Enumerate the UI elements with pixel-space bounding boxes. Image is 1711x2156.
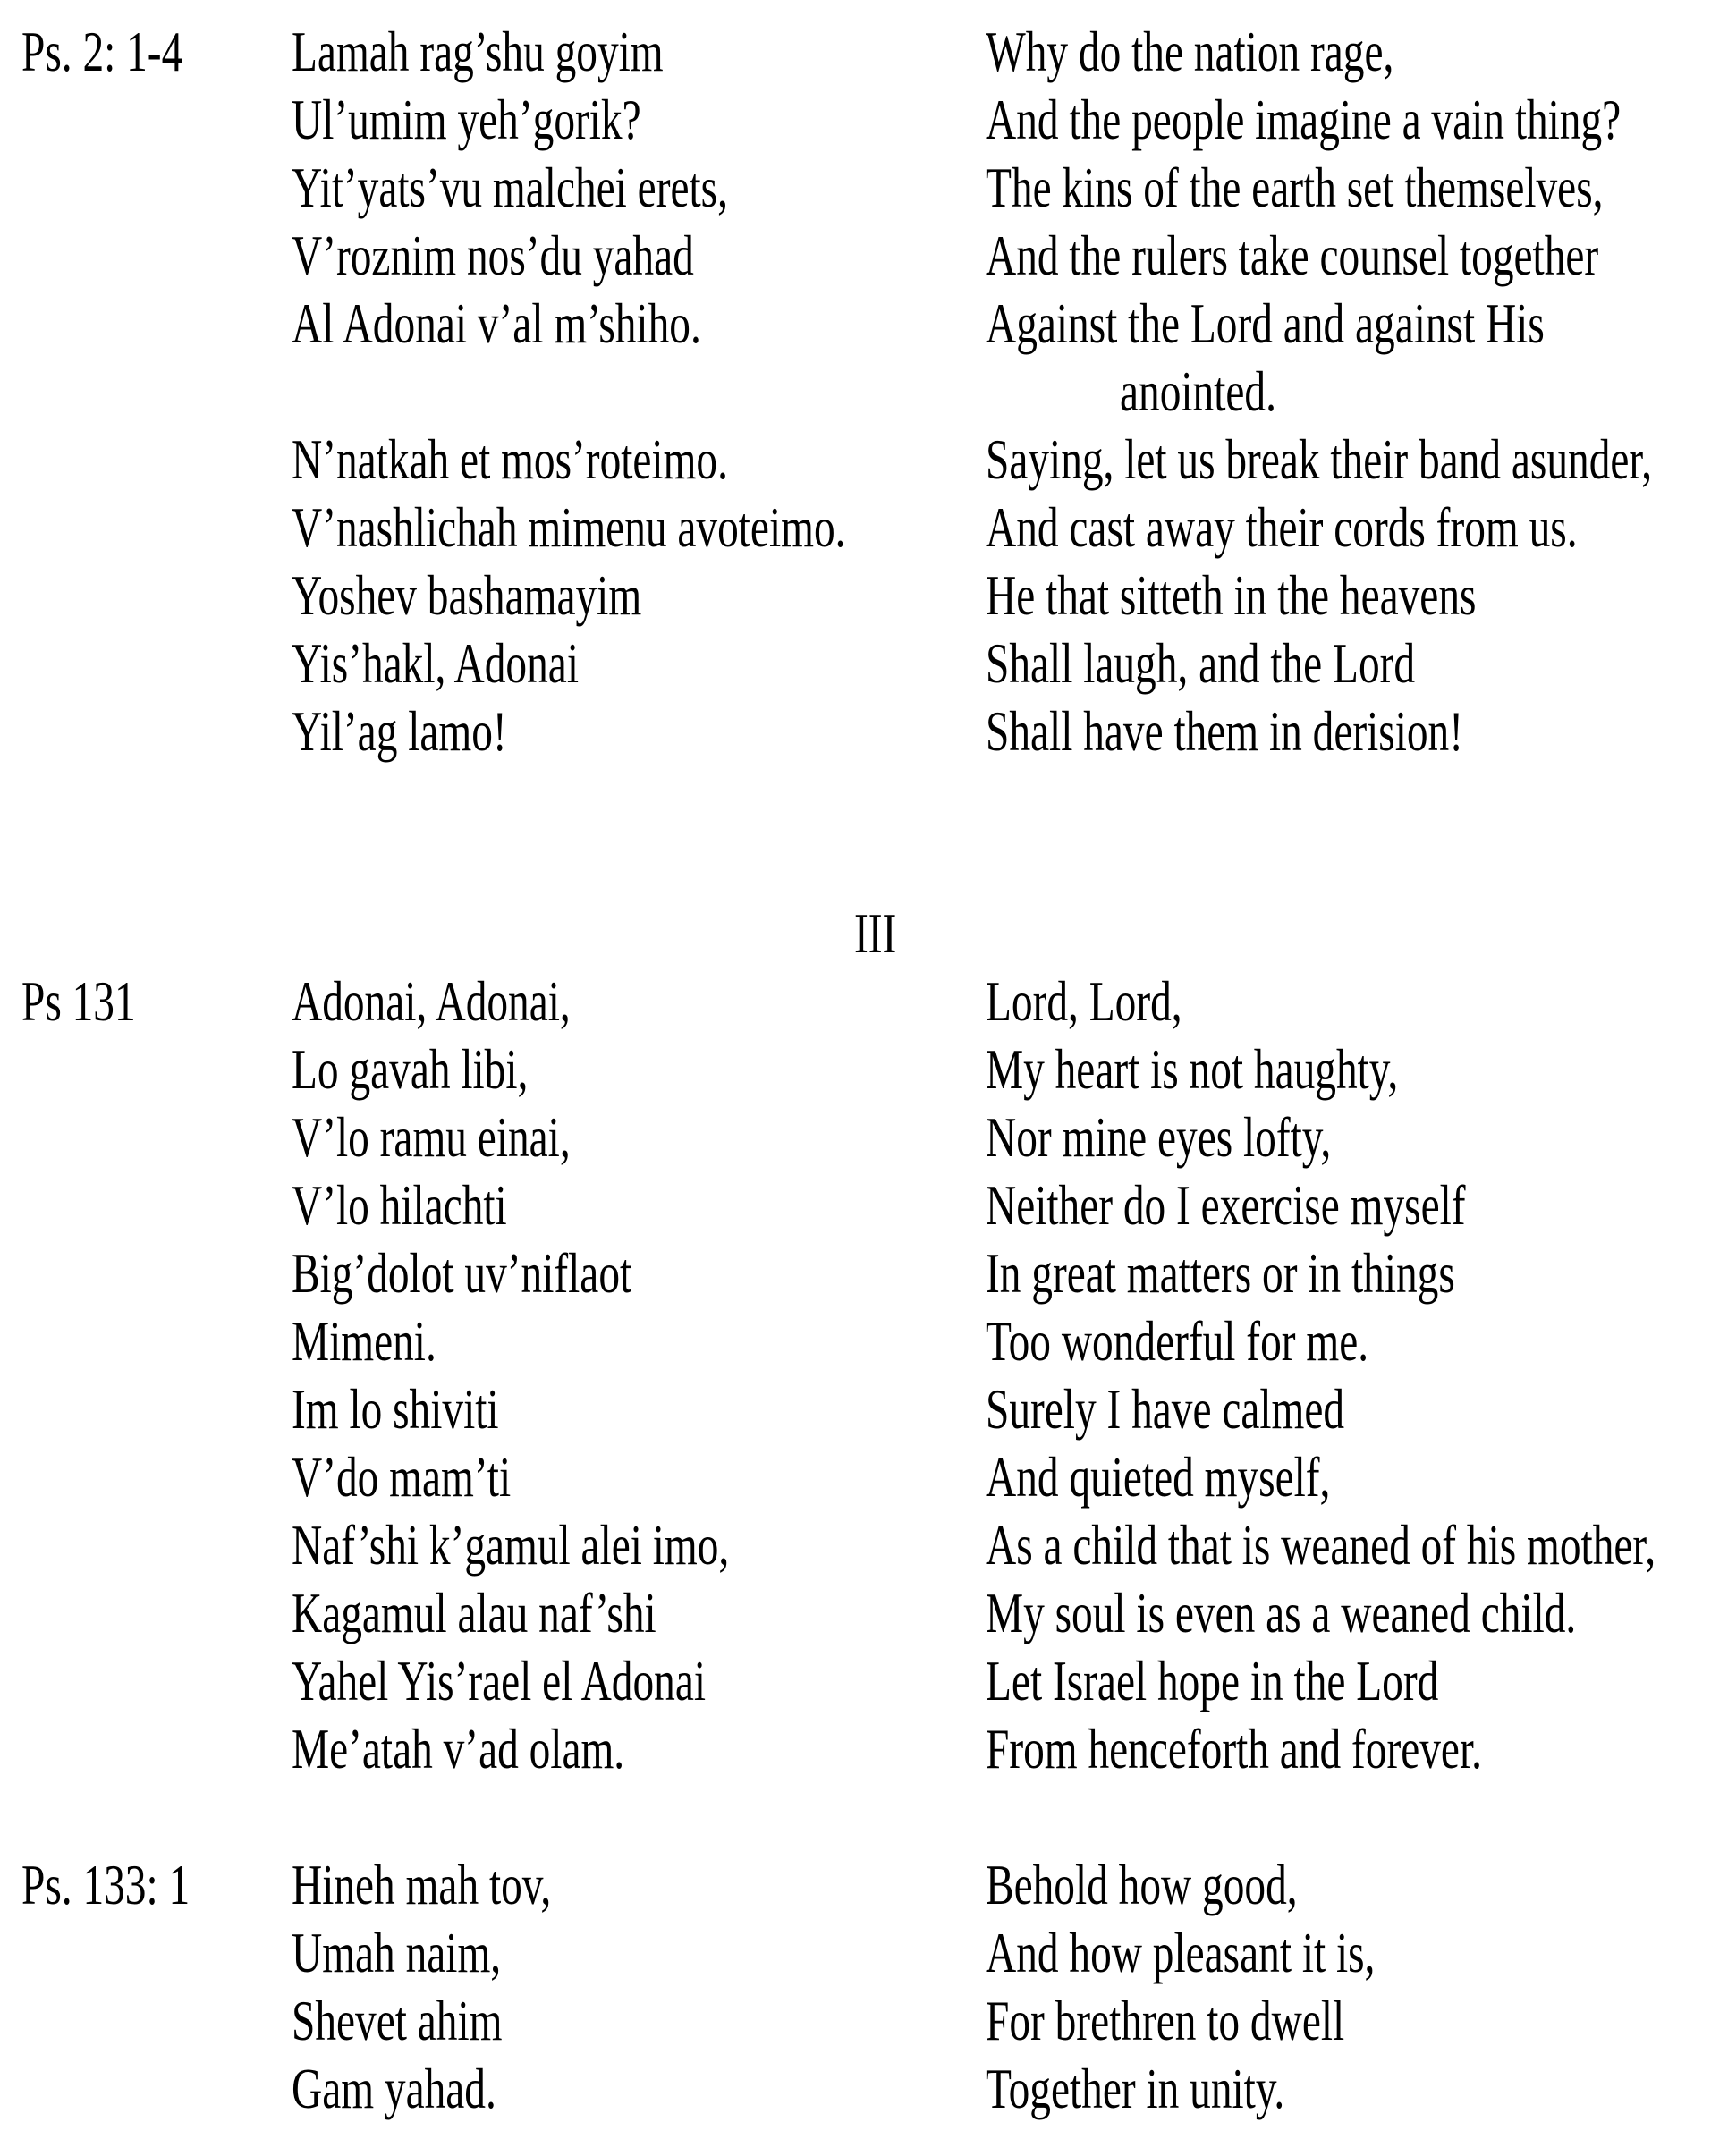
- english-line: Shall have them in derision!: [986, 699, 1464, 763]
- english-line-continuation: anointed.: [1120, 359, 1276, 423]
- hebrew-line: Lo gavah libi,: [292, 1037, 529, 1101]
- hebrew-line: V’roznim nos’du yahad: [292, 224, 694, 287]
- hebrew-line: V’lo hilachti: [292, 1173, 507, 1237]
- passage-reference: Ps 131: [21, 969, 136, 1033]
- hebrew-line: Me’atah v’ad olam.: [292, 1717, 625, 1780]
- english-line: Behold how good,: [986, 1853, 1298, 1916]
- hebrew-line: V’nashlichah mimenu avoteimo.: [292, 495, 846, 559]
- hebrew-line: Yoshev bashamayim: [292, 563, 642, 627]
- hebrew-line: Hineh mah tov,: [292, 1853, 552, 1916]
- hebrew-line: Lamah rag’shu goyim: [292, 20, 664, 83]
- english-line: Neither do I exercise myself: [986, 1173, 1466, 1237]
- english-line: My soul is even as a weaned child.: [986, 1581, 1577, 1644]
- english-line: And the people imagine a vain thing?: [986, 88, 1622, 151]
- hebrew-line: Yit’yats’vu malchei erets,: [292, 156, 728, 219]
- hebrew-line: Yil’ag lamo!: [292, 699, 507, 763]
- hebrew-line: V’lo ramu einai,: [292, 1105, 571, 1169]
- hebrew-line: Im lo shiviti: [292, 1377, 499, 1441]
- english-line: Shall laugh, and the Lord: [986, 631, 1416, 695]
- passage-reference: Ps. 133: 1: [21, 1853, 191, 1916]
- hebrew-line: Shevet ahim: [292, 1989, 503, 2052]
- hebrew-line: Yis’hakl, Adonai: [292, 631, 579, 695]
- english-line: Saying, let us break their band asunder,: [986, 427, 1653, 491]
- english-line: And quieted myself,: [986, 1445, 1331, 1509]
- hebrew-line: Ul’umim yeh’gorik?: [292, 88, 641, 151]
- english-line: My heart is not haughty,: [986, 1037, 1399, 1101]
- hebrew-line: Yahel Yis’rael el Adonai: [292, 1649, 707, 1712]
- hebrew-line: Big’dolot uv’niflaot: [292, 1241, 632, 1305]
- hebrew-line: Adonai, Adonai,: [292, 969, 571, 1033]
- english-line: Surely I have calmed: [986, 1377, 1345, 1441]
- hebrew-line: V’do mam’ti: [292, 1445, 512, 1509]
- hebrew-line: N’natkah et mos’roteimo.: [292, 427, 728, 491]
- hebrew-line: Mimeni.: [292, 1309, 436, 1373]
- english-line: As a child that is weaned of his mother,: [986, 1513, 1656, 1577]
- english-line: And cast away their cords from us.: [986, 495, 1578, 559]
- hebrew-line: Kagamul alau naf’shi: [292, 1581, 656, 1644]
- hebrew-line: Al Adonai v’al m’shiho.: [292, 292, 701, 355]
- english-line: Together in unity.: [986, 2057, 1285, 2120]
- english-line: Against the Lord and against His: [986, 292, 1545, 355]
- hebrew-line: Naf’shi k’gamul alei imo,: [292, 1513, 730, 1577]
- hebrew-line: Gam yahad.: [292, 2057, 496, 2120]
- english-line: He that sitteth in the heavens: [986, 563, 1477, 627]
- passage-reference: Ps. 2: 1-4: [21, 20, 183, 83]
- english-line: Lord, Lord,: [986, 969, 1182, 1033]
- english-line: And how pleasant it is,: [986, 1921, 1376, 1984]
- english-line: In great matters or in things: [986, 1241, 1455, 1305]
- english-line: For brethren to dwell: [986, 1989, 1345, 2052]
- english-line: The kins of the earth set themselves,: [986, 156, 1604, 219]
- english-line: From henceforth and forever.: [986, 1717, 1482, 1780]
- english-line: And the rulers take counsel together: [986, 224, 1599, 287]
- english-line: Nor mine eyes lofty,: [986, 1105, 1332, 1169]
- section-heading: III: [854, 901, 897, 965]
- english-line: Too wonderful for me.: [986, 1309, 1369, 1373]
- english-line: Why do the nation rage,: [986, 20, 1394, 83]
- hebrew-line: Umah naim,: [292, 1921, 502, 1984]
- english-line: Let Israel hope in the Lord: [986, 1649, 1439, 1712]
